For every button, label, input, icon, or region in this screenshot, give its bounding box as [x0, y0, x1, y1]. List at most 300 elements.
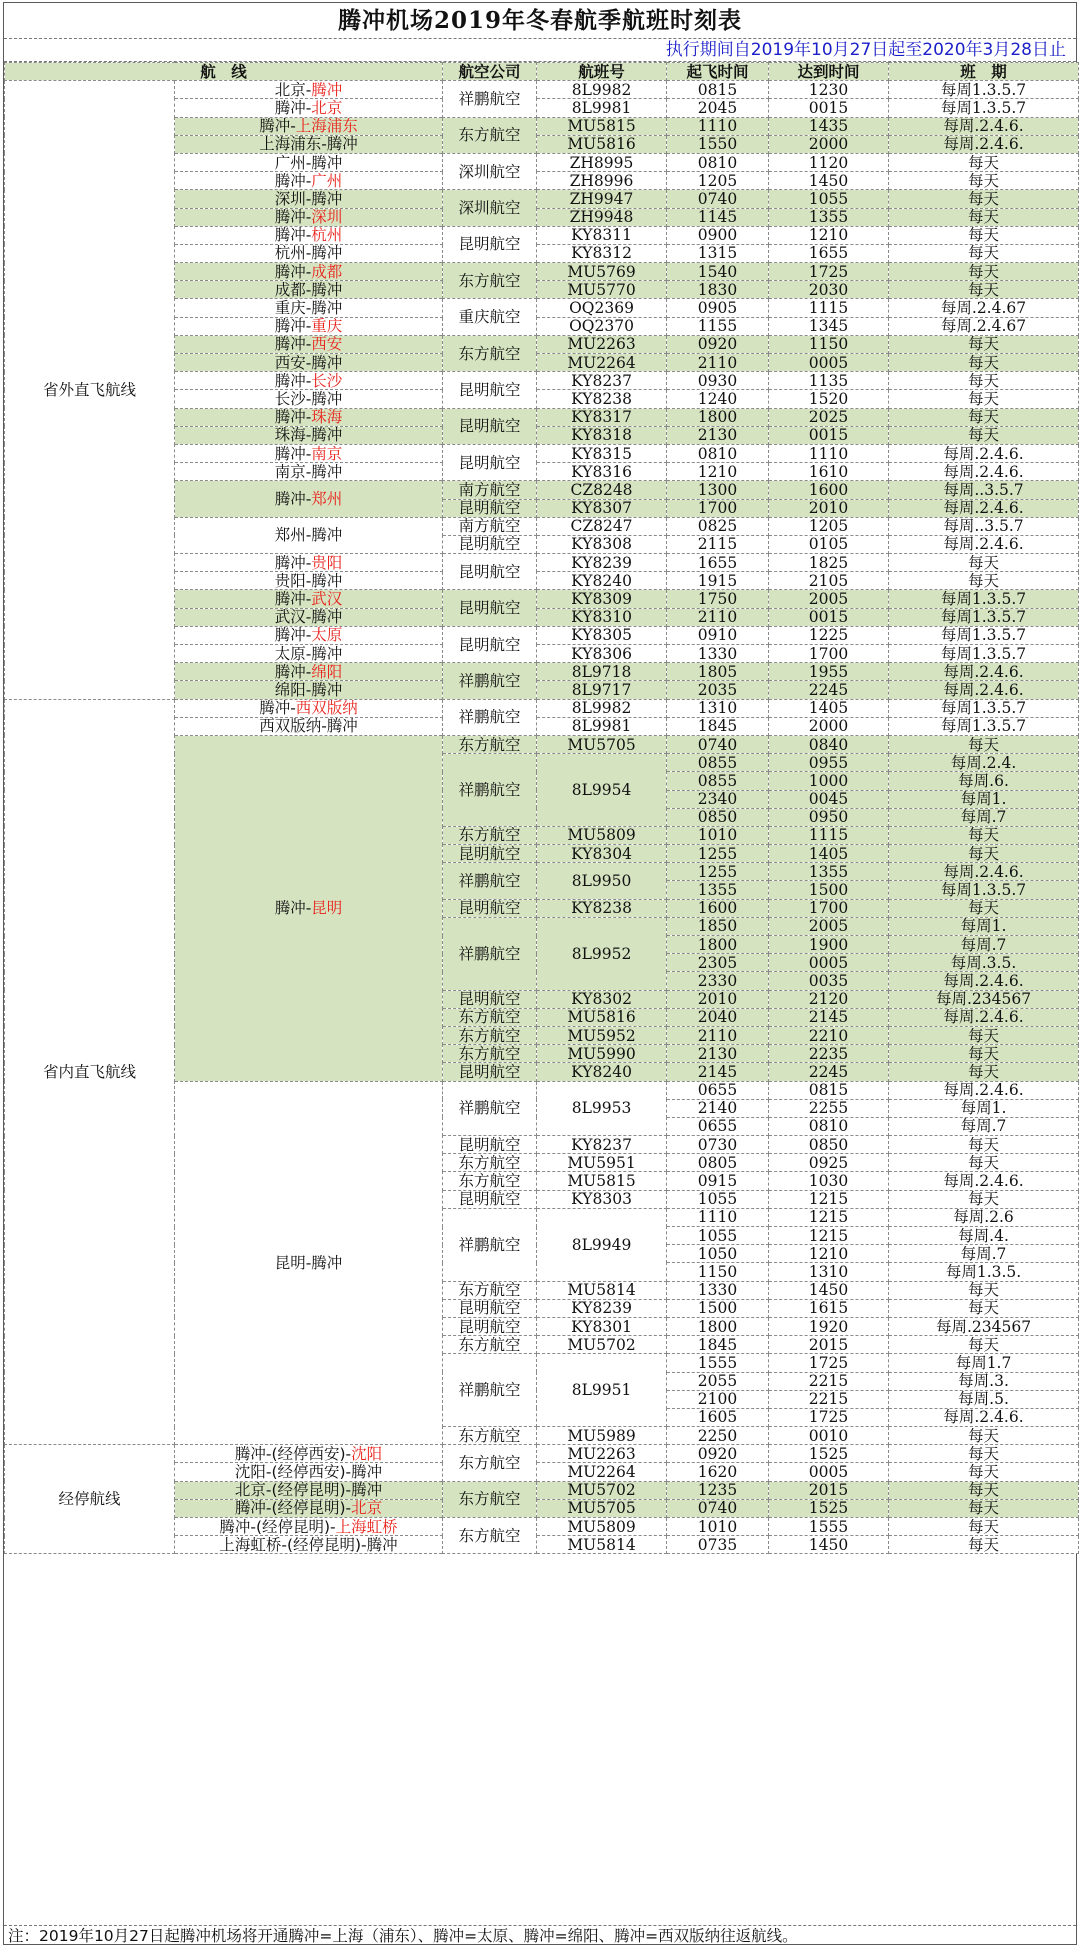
airline-cell: 昆明航空 — [443, 554, 537, 590]
route-highlight: 深圳 — [311, 208, 343, 227]
arr-cell: 0015 — [769, 99, 889, 117]
flight-cell: OQ2370 — [537, 317, 667, 335]
dep-cell: 2040 — [667, 1008, 769, 1026]
arr-cell: 1525 — [769, 1445, 889, 1463]
dep-cell: 2045 — [667, 99, 769, 117]
route-highlight: 北京 — [351, 1499, 383, 1518]
flight-cell: CZ8248 — [537, 481, 667, 499]
dep-cell: 2330 — [667, 972, 769, 990]
route-cell — [175, 626, 443, 644]
route-cell — [175, 208, 443, 226]
arr-cell: 2235 — [769, 1045, 889, 1063]
freq-cell: 每周.7 — [889, 1117, 1079, 1135]
freq-cell: 每天 — [889, 572, 1079, 590]
freq-cell: 每周.5. — [889, 1390, 1079, 1408]
section-label: 省外直飞航线 — [5, 81, 175, 699]
route-highlight: 郑州 — [311, 490, 343, 508]
airline-cell: 昆明航空 — [443, 845, 537, 863]
dep-cell: 1850 — [667, 917, 769, 935]
dep-cell: 1050 — [667, 1245, 769, 1263]
dep-cell: 2130 — [667, 426, 769, 444]
airline-cell: 东方航空 — [443, 335, 537, 371]
route-text: 腾冲- — [274, 226, 312, 245]
flight-cell: KY8316 — [537, 463, 667, 481]
freq-cell: 每周1. — [889, 790, 1079, 808]
arr-cell: 1725 — [769, 263, 889, 281]
freq-cell: 每天 — [889, 899, 1079, 917]
airline-cell: 昆明航空 — [443, 444, 537, 480]
flight-cell: MU2263 — [537, 1445, 667, 1463]
arr-cell: 0815 — [769, 1081, 889, 1099]
freq-cell: 每周1.3.5.7 — [889, 590, 1079, 608]
arr-cell: 0925 — [769, 1154, 889, 1172]
route-highlight: 重庆 — [311, 317, 343, 336]
flight-cell: KY8238 — [537, 390, 667, 408]
route-highlight: 上海虹桥 — [335, 1517, 398, 1536]
freq-cell: 每周.2.4.67 — [889, 299, 1079, 317]
arr-cell: 2245 — [769, 1063, 889, 1081]
dep-cell: 1805 — [667, 663, 769, 681]
airline-cell: 深圳航空 — [443, 153, 537, 189]
flight-cell: 8L9717 — [537, 681, 667, 699]
table-row — [5, 1445, 1079, 1463]
route-text: 武汉-腾冲 — [274, 608, 343, 627]
dep-cell: 2100 — [667, 1390, 769, 1408]
flight-cell: MU5809 — [537, 826, 667, 844]
freq-cell: 每周.2.4.6. — [889, 863, 1079, 881]
arr-cell: 1405 — [769, 699, 889, 717]
flight-cell: KY8238 — [537, 899, 667, 917]
arr-cell: 0015 — [769, 426, 889, 444]
freq-cell: 每周1. — [889, 917, 1079, 935]
arr-cell: 1655 — [769, 244, 889, 262]
freq-cell: 每天 — [889, 1499, 1079, 1517]
flight-cell: 8L9718 — [537, 663, 667, 681]
freq-cell: 每天 — [889, 1518, 1079, 1536]
flight-cell: MU5990 — [537, 1045, 667, 1063]
route-highlight: 武汉 — [311, 590, 343, 609]
dep-cell: 2305 — [667, 954, 769, 972]
route-text: 腾冲- — [274, 662, 312, 681]
dep-cell: 1330 — [667, 1281, 769, 1299]
freq-cell: 每天 — [889, 354, 1079, 372]
dep-cell: 0850 — [667, 808, 769, 826]
arr-cell: 1825 — [769, 554, 889, 572]
section-label: 省内直飞航线 — [5, 699, 175, 1445]
arr-cell: 2255 — [769, 1099, 889, 1117]
route-text: 西安-腾冲 — [274, 353, 343, 372]
route-text: 腾冲- — [274, 262, 312, 281]
airline-cell: 祥鹏航空 — [443, 917, 537, 990]
freq-cell: 每天 — [889, 208, 1079, 226]
dep-cell: 0740 — [667, 190, 769, 208]
route-cell — [175, 426, 443, 444]
header-flight: 航班号 — [537, 63, 667, 81]
dep-cell: 1205 — [667, 172, 769, 190]
freq-cell: 每周1.3.5.7 — [889, 645, 1079, 663]
flight-cell: ZH8996 — [537, 172, 667, 190]
dep-cell: 1915 — [667, 572, 769, 590]
route-text: 腾冲- — [274, 171, 312, 190]
dep-cell: 1055 — [667, 1190, 769, 1208]
arr-cell: 0950 — [769, 808, 889, 826]
flight-cell: KY8309 — [537, 590, 667, 608]
freq-cell: 每天 — [889, 845, 1079, 863]
dep-cell: 1540 — [667, 263, 769, 281]
dep-cell: 1750 — [667, 590, 769, 608]
route-highlight: 杭州 — [311, 226, 343, 245]
arr-cell: 1955 — [769, 663, 889, 681]
dep-cell: 1555 — [667, 1354, 769, 1372]
airline-cell: 重庆航空 — [443, 299, 537, 335]
route-text: 沈阳-(经停西安)-腾冲 — [234, 1463, 383, 1482]
freq-cell: 每天 — [889, 735, 1079, 753]
freq-cell: 每周.2.4.6. — [889, 972, 1079, 990]
route-text: 腾冲- — [274, 208, 312, 227]
flight-cell: MU5952 — [537, 1026, 667, 1044]
dep-cell: 1310 — [667, 699, 769, 717]
route-text: 腾冲- — [274, 590, 312, 609]
freq-cell: 每天 — [889, 426, 1079, 444]
flight-cell: MU5814 — [537, 1536, 667, 1554]
airline-cell: 昆明航空 — [443, 226, 537, 262]
flight-cell: ZH8995 — [537, 153, 667, 171]
arr-cell: 0840 — [769, 735, 889, 753]
flight-cell: KY8304 — [537, 845, 667, 863]
flight-cell: MU5702 — [537, 1336, 667, 1354]
dep-cell: 1845 — [667, 1336, 769, 1354]
dep-cell: 1655 — [667, 554, 769, 572]
dep-cell: 1620 — [667, 1463, 769, 1481]
airline-cell: 东方航空 — [443, 1481, 537, 1517]
flight-cell: 8L9981 — [537, 717, 667, 735]
route-cell — [175, 172, 443, 190]
route-text: 腾冲- — [274, 444, 312, 463]
freq-cell: 每天 — [889, 190, 1079, 208]
arr-cell: 0015 — [769, 608, 889, 626]
flight-cell: CZ8247 — [537, 517, 667, 535]
freq-cell: 每天 — [889, 554, 1079, 572]
dep-cell: 0855 — [667, 754, 769, 772]
airline-cell: 祥鹏航空 — [443, 81, 537, 117]
route-cell — [175, 81, 443, 99]
dep-cell: 1235 — [667, 1481, 769, 1499]
flight-cell: 8L9951 — [537, 1354, 667, 1427]
arr-cell: 1525 — [769, 1499, 889, 1517]
freq-cell: 每天 — [889, 1463, 1079, 1481]
freq-cell: 每天 — [889, 1481, 1079, 1499]
route-cell — [175, 1536, 443, 1554]
dep-cell: 0855 — [667, 772, 769, 790]
freq-cell: 每天 — [889, 390, 1079, 408]
dep-cell: 1255 — [667, 863, 769, 881]
dep-cell: 1605 — [667, 1408, 769, 1426]
route-highlight: 昆明 — [311, 899, 343, 918]
flight-cell: KY8305 — [537, 626, 667, 644]
dep-cell: 0930 — [667, 372, 769, 390]
route-highlight: 成都 — [311, 262, 343, 281]
dep-cell: 1010 — [667, 1518, 769, 1536]
schedule-body — [5, 81, 1079, 1554]
dep-cell: 1110 — [667, 1208, 769, 1226]
freq-cell: 每天 — [889, 153, 1079, 171]
route-highlight: 腾冲 — [311, 80, 343, 99]
dep-cell: 0915 — [667, 1172, 769, 1190]
flight-cell: KY8306 — [537, 645, 667, 663]
dep-cell: 2110 — [667, 354, 769, 372]
arr-cell: 1920 — [769, 1317, 889, 1335]
arr-cell: 0005 — [769, 354, 889, 372]
flight-cell: OQ2369 — [537, 299, 667, 317]
freq-cell: 每周1.3.5.7 — [889, 99, 1079, 117]
arr-cell: 0035 — [769, 972, 889, 990]
route-text: 重庆-腾冲 — [274, 299, 343, 318]
flight-cell: 8L9982 — [537, 81, 667, 99]
route-cell — [175, 590, 443, 608]
freq-cell: 每周1.3.5.7 — [889, 81, 1079, 99]
route-highlight: 西安 — [311, 335, 343, 354]
arr-cell: 1110 — [769, 444, 889, 462]
freq-cell: 每周1. — [889, 1099, 1079, 1117]
route-text: 腾冲- — [274, 626, 312, 645]
freq-cell: 每天 — [889, 1154, 1079, 1172]
arr-cell: 1900 — [769, 936, 889, 954]
arr-cell: 2000 — [769, 717, 889, 735]
route-cell — [175, 226, 443, 244]
dep-cell: 0740 — [667, 735, 769, 753]
route-cell — [175, 153, 443, 171]
airline-cell: 东方航空 — [443, 1026, 537, 1044]
dep-cell: 2055 — [667, 1372, 769, 1390]
freq-cell: 每周1.3.5. — [889, 1263, 1079, 1281]
flight-cell: KY8317 — [537, 408, 667, 426]
flight-cell: MU5770 — [537, 281, 667, 299]
arr-cell: 2025 — [769, 408, 889, 426]
arr-cell: 2015 — [769, 1481, 889, 1499]
airline-cell: 昆明航空 — [443, 408, 537, 444]
freq-cell: 每周.2.4.6. — [889, 1008, 1079, 1026]
route-highlight: 珠海 — [311, 408, 343, 427]
dep-cell: 1830 — [667, 281, 769, 299]
flight-cell: KY8240 — [537, 1063, 667, 1081]
route-text: 南京-腾冲 — [274, 462, 343, 481]
route-text: 腾冲-(经停昆明)- — [219, 1517, 336, 1536]
dep-cell: 1240 — [667, 390, 769, 408]
freq-cell: 每天 — [889, 335, 1079, 353]
arr-cell: 2210 — [769, 1026, 889, 1044]
flight-cell: MU5815 — [537, 1172, 667, 1190]
route-text: 腾冲- — [274, 335, 312, 354]
freq-cell: 每天 — [889, 1427, 1079, 1445]
freq-cell: 每周.2.4.6. — [889, 535, 1079, 553]
header-arr: 达到时间 — [769, 63, 889, 81]
freq-cell: 每天 — [889, 281, 1079, 299]
dep-cell: 2130 — [667, 1045, 769, 1063]
arr-cell: 1520 — [769, 390, 889, 408]
route-text: 深圳-腾冲 — [274, 189, 343, 208]
freq-cell: 每天 — [889, 1063, 1079, 1081]
route-text: 腾冲- — [274, 490, 312, 508]
flight-cell: KY8239 — [537, 1299, 667, 1317]
route-cell — [175, 717, 443, 735]
dep-cell: 1800 — [667, 936, 769, 954]
arr-cell: 1000 — [769, 772, 889, 790]
airline-cell: 祥鹏航空 — [443, 1354, 537, 1427]
route-text: 郑州-腾冲 — [274, 526, 343, 545]
table-row — [5, 81, 1079, 99]
airline-cell: 昆明航空 — [443, 372, 537, 408]
arr-cell: 1610 — [769, 463, 889, 481]
arr-cell: 2215 — [769, 1372, 889, 1390]
route-text: 腾冲- — [274, 371, 312, 390]
freq-cell: 每周.6. — [889, 772, 1079, 790]
dep-cell: 2115 — [667, 535, 769, 553]
route-cell — [175, 645, 443, 663]
arr-cell: 2105 — [769, 572, 889, 590]
dep-cell: 1600 — [667, 899, 769, 917]
dep-cell: 0655 — [667, 1081, 769, 1099]
dep-cell: 0920 — [667, 335, 769, 353]
arr-cell: 1355 — [769, 863, 889, 881]
airline-cell: 昆明航空 — [443, 1190, 537, 1208]
freq-cell: 每周.2.4.6. — [889, 1408, 1079, 1426]
dep-cell: 2110 — [667, 608, 769, 626]
freq-cell: 每周.3.5. — [889, 954, 1079, 972]
dep-cell: 2250 — [667, 1427, 769, 1445]
header-airline: 航空公司 — [443, 63, 537, 81]
airline-cell: 祥鹏航空 — [443, 1081, 537, 1136]
arr-cell: 1055 — [769, 190, 889, 208]
airline-cell: 昆明航空 — [443, 1136, 537, 1154]
route-text: 昆明-腾冲 — [274, 1253, 343, 1272]
dep-cell: 2010 — [667, 990, 769, 1008]
route-text: 腾冲-(经停昆明)- — [234, 1499, 352, 1518]
arr-cell: 2015 — [769, 1336, 889, 1354]
airline-cell: 祥鹏航空 — [443, 863, 537, 899]
airline-cell: 祥鹏航空 — [443, 754, 537, 827]
flight-cell: MU5702 — [537, 1481, 667, 1499]
route-text: 珠海-腾冲 — [274, 426, 343, 445]
freq-cell: 每周1.7 — [889, 1354, 1079, 1372]
freq-cell: 每天 — [889, 244, 1079, 262]
route-cell — [175, 699, 443, 717]
airline-cell: 东方航空 — [443, 1172, 537, 1190]
flight-cell: KY8301 — [537, 1317, 667, 1335]
arr-cell: 0955 — [769, 754, 889, 772]
route-text: 西双版纳-腾冲 — [259, 717, 358, 736]
route-text: 腾冲- — [274, 317, 312, 336]
arr-cell: 1215 — [769, 1190, 889, 1208]
airline-cell: 东方航空 — [443, 1281, 537, 1299]
flight-cell: 8L9949 — [537, 1208, 667, 1281]
route-cell — [175, 317, 443, 335]
dep-cell: 1500 — [667, 1299, 769, 1317]
flight-cell: 8L9950 — [537, 863, 667, 899]
arr-cell: 1115 — [769, 826, 889, 844]
route-cell — [175, 1463, 443, 1481]
route-cell — [175, 244, 443, 262]
route-text: 成都-腾冲 — [274, 280, 343, 299]
airline-cell: 昆明航空 — [443, 1317, 537, 1335]
airline-cell: 东方航空 — [443, 826, 537, 844]
route-highlight: 太原 — [311, 626, 343, 645]
dep-cell: 0905 — [667, 299, 769, 317]
route-text: 腾冲- — [259, 117, 296, 136]
header-row — [5, 63, 1079, 81]
flight-cell: KY8303 — [537, 1190, 667, 1208]
route-text: 腾冲- — [274, 899, 312, 918]
freq-cell: 每天 — [889, 826, 1079, 844]
arr-cell: 1135 — [769, 372, 889, 390]
arr-cell: 0010 — [769, 1427, 889, 1445]
arr-cell: 2030 — [769, 281, 889, 299]
freq-cell: 每天 — [889, 1026, 1079, 1044]
flight-cell: 8L9981 — [537, 99, 667, 117]
arr-cell: 1615 — [769, 1299, 889, 1317]
freq-cell: 每周.2.4.67 — [889, 317, 1079, 335]
airline-cell: 东方航空 — [443, 1154, 537, 1172]
dep-cell: 0655 — [667, 1117, 769, 1135]
route-text: 上海虹桥-(经停昆明)-腾冲 — [219, 1535, 398, 1554]
route-cell — [175, 99, 443, 117]
flight-cell: ZH9948 — [537, 208, 667, 226]
route-cell — [175, 572, 443, 590]
flight-cell: MU2264 — [537, 1463, 667, 1481]
airline-cell: 东方航空 — [443, 1045, 537, 1063]
flight-cell: KY8318 — [537, 426, 667, 444]
schedule-table — [4, 62, 1079, 1554]
arr-cell: 1150 — [769, 335, 889, 353]
arr-cell: 2000 — [769, 135, 889, 153]
arr-cell: 2145 — [769, 1008, 889, 1026]
flight-cell: 8L9952 — [537, 917, 667, 990]
route-cell — [175, 263, 443, 281]
route-cell — [175, 335, 443, 353]
arr-cell: 1450 — [769, 1536, 889, 1554]
arr-cell: 0105 — [769, 535, 889, 553]
section-label: 经停航线 — [5, 1445, 175, 1554]
freq-cell: 每周.234567 — [889, 990, 1079, 1008]
freq-cell: 每周.7 — [889, 808, 1079, 826]
freq-cell: 每周1.3.5.7 — [889, 881, 1079, 899]
freq-cell: 每天 — [889, 408, 1079, 426]
flight-cell: KY8307 — [537, 499, 667, 517]
dep-cell: 1355 — [667, 881, 769, 899]
route-cell — [175, 135, 443, 153]
flight-cell: MU5989 — [537, 1427, 667, 1445]
freq-cell: 每天 — [889, 226, 1079, 244]
arr-cell: 1725 — [769, 1354, 889, 1372]
arr-cell: 1230 — [769, 81, 889, 99]
route-cell — [175, 1518, 443, 1536]
freq-cell: 每周.234567 — [889, 1317, 1079, 1335]
route-highlight: 广州 — [311, 171, 343, 190]
route-text: 长沙-腾冲 — [274, 389, 343, 408]
route-cell — [175, 463, 443, 481]
flight-cell: MU2264 — [537, 354, 667, 372]
route-cell — [175, 681, 443, 699]
route-text: 上海浦东-腾冲 — [259, 135, 358, 154]
route-cell — [175, 608, 443, 626]
freq-cell: 每周.4. — [889, 1227, 1079, 1245]
dep-cell: 2035 — [667, 681, 769, 699]
freq-cell: 每周.2.4.6. — [889, 663, 1079, 681]
flight-cell: MU5951 — [537, 1154, 667, 1172]
dep-cell: 1700 — [667, 499, 769, 517]
route-cell — [175, 117, 443, 135]
freq-cell: 每周.2.4.6. — [889, 1172, 1079, 1190]
arr-cell: 0850 — [769, 1136, 889, 1154]
